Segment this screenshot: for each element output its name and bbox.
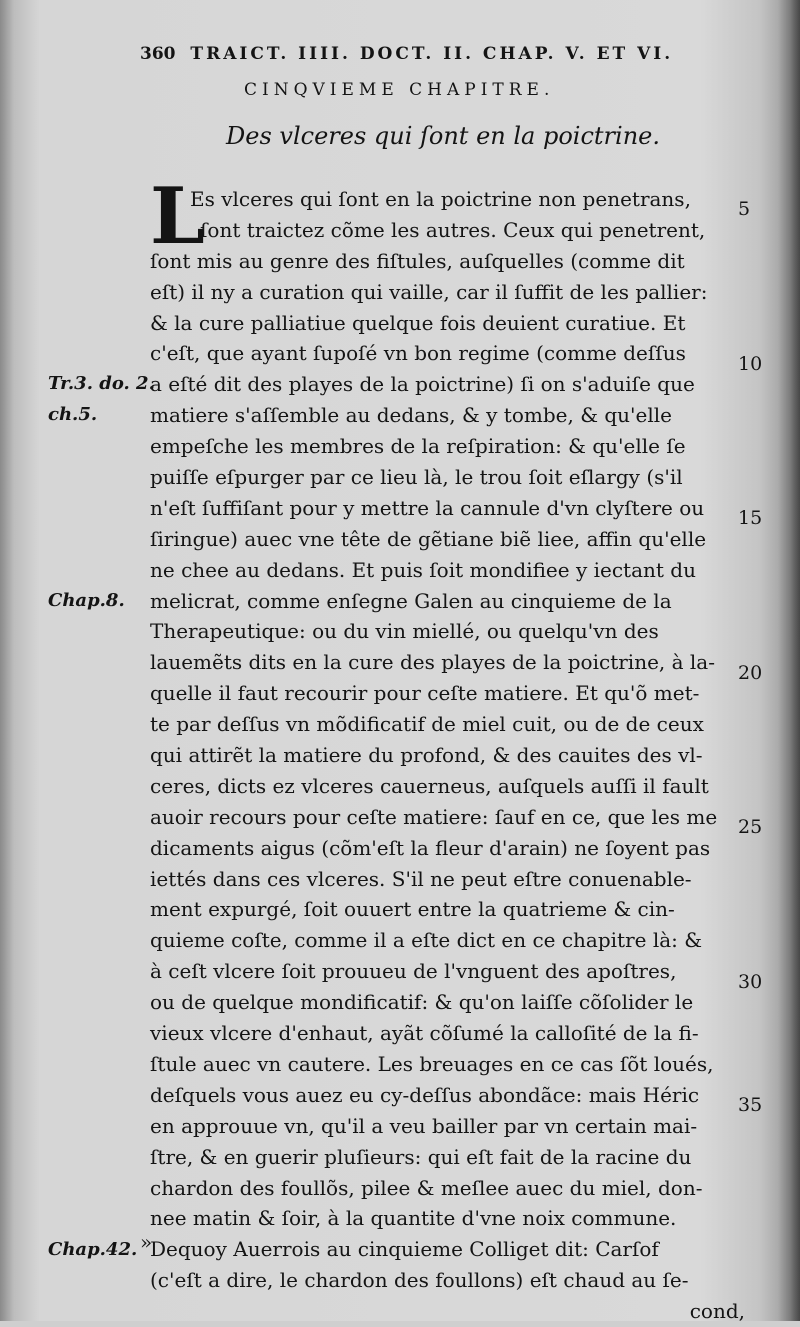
body-line: ou de quelque mondificatif: & qu'on laiſſe cõſolider le bbox=[150, 990, 694, 1015]
body-line: te par deſſus vn mõdificatif de miel cuit, ou de de ceux bbox=[150, 712, 704, 737]
body-line: c'eſt, que ayant ſupoſé vn bon regime (comme deſſus bbox=[150, 341, 686, 366]
margin-note: Tr.3. do. 2. bbox=[48, 373, 155, 395]
body-line: ſiringue) auec vne tête de gẽtiane biẽ liee, affin qu'elle bbox=[150, 526, 707, 551]
body-line: ſont traictez cõme les autres. Ceux qui penetrent, bbox=[200, 217, 706, 242]
body-line: quieme coſte, comme il a eſte dict en ce chapitre là: & bbox=[150, 928, 703, 953]
body-line: chardon des foullõs, pilee & meſlee auec du miel, don- bbox=[150, 1175, 703, 1200]
body-line: empeſche les membres de la reſpiration: & qu'elle ſe bbox=[150, 434, 686, 459]
body-line: vieux vlcere d'enhaut, ayãt cõſumé la calloſité de la fi- bbox=[150, 1021, 699, 1046]
body-line: auoir recours pour ceſte matiere: ſauf en ce, que les me bbox=[150, 804, 718, 829]
quote-mark: » bbox=[140, 1230, 153, 1254]
chapter-title: CINQVIEME CHAPITRE. bbox=[244, 80, 555, 100]
body-line: Es vlceres qui ſont en la poictrine non penetrans, bbox=[190, 187, 691, 211]
body-line: matiere s'aſſemble au dedans, & y tombe, & qu'elle bbox=[150, 403, 673, 428]
body-line: qui attirẽt la matiere du profond, & des cauites des vl- bbox=[150, 743, 703, 768]
line-number: 30 bbox=[738, 970, 763, 993]
body-line: ſont mis au genre des fiſtules, auſquelles (comme dit bbox=[150, 248, 685, 273]
line-number: 25 bbox=[738, 816, 763, 838]
line-number: 20 bbox=[738, 661, 763, 684]
body-line: en approuue vn, qu'il a veu bailler par vn certain mai- bbox=[150, 1113, 698, 1138]
page-number: 360 bbox=[140, 44, 176, 64]
body-line: (c'eſt a dire, le chardon des foullons) eſt chaud au ſe- bbox=[150, 1268, 689, 1293]
line-number: 5 bbox=[738, 198, 751, 220]
chapter-subtitle: Des vlceres qui ſont en la poictrine. bbox=[226, 122, 660, 150]
body-line: puiſſe eſpurger par ce lieu là, le trou ſoit eſlargy (s'il bbox=[150, 465, 683, 490]
body-line: ſtule auec vn cautere. Les breuages en ce cas ſõt loués, bbox=[150, 1051, 714, 1076]
body-line: ceres, dicts ez vlceres cauerneus, auſquels auſſi il fault bbox=[150, 773, 709, 798]
gutter-shadow bbox=[778, 0, 800, 1321]
body-line: nee matin & ſoir, à la quantite d'vne noix commune. bbox=[150, 1206, 677, 1231]
body-line: iettés dans ces vlceres. S'il ne peut eſtre conuenable- bbox=[150, 866, 692, 891]
margin-note: Chap.42. bbox=[48, 1238, 138, 1260]
line-number: 15 bbox=[738, 507, 763, 529]
running-head-text: TRAICT. IIII. DOCT. II. CHAP. V. ET VI. bbox=[190, 44, 674, 64]
body-line: n'eſt ſuffiſant pour y mettre la cannule d'vn clyſtere ou bbox=[150, 495, 705, 520]
body-line: ment expurgé, ſoit ouuert entre la quatrieme & cin- bbox=[150, 897, 675, 922]
body-line: Dequoy Auerrois au cinquieme Colliget dit: Carſof bbox=[150, 1237, 659, 1262]
body-line: ne chee au dedans. Et puis ſoit mondifiee y iectant du bbox=[150, 557, 696, 582]
body-line: eſt) il ny a curation qui vaille, car il ſuffit de les pallier: bbox=[150, 279, 708, 304]
body-line: & la cure palliatiue quelque fois deuient curatiue. Et bbox=[150, 310, 686, 335]
margin-note: ch.5. bbox=[48, 404, 98, 426]
margin-note: Chap.8. bbox=[48, 589, 125, 611]
drop-cap: L bbox=[150, 171, 205, 262]
line-number: 35 bbox=[738, 1094, 763, 1117]
body-line: Therapeutique: ou du vin miellé, ou quelqu'vn des bbox=[150, 619, 659, 644]
line-number: 10 bbox=[738, 352, 763, 375]
body-text bbox=[150, 184, 745, 1327]
body-line: dicaments aigus (cõm'eſt la fleur d'arain) ne ſoyent pas bbox=[150, 835, 711, 860]
body-line: ſtre, & en guerir pluſieurs: qui eſt fait de la racine du bbox=[150, 1144, 692, 1169]
body-line: melicrat, comme enſegne Galen au cinquieme de la bbox=[150, 588, 672, 613]
body-line: lauemẽts dits en la cure des playes de la poictrine, à la- bbox=[150, 650, 715, 675]
body-line: cond, bbox=[689, 1299, 745, 1324]
body-line: à ceſt vlcere ſoit prouueu de l'vnguent des apoſtres, bbox=[150, 959, 677, 984]
body-line: a eſté dit des playes de la poictrine) ſi on s'aduiſe que bbox=[150, 372, 695, 397]
body-line: deſquels vous auez eu cy-deſſus abondãce: mais Héric bbox=[150, 1082, 700, 1107]
running-head bbox=[140, 44, 710, 64]
body-line: quelle il faut recourir pour ceſte matiere. Et qu'õ met- bbox=[150, 681, 700, 706]
